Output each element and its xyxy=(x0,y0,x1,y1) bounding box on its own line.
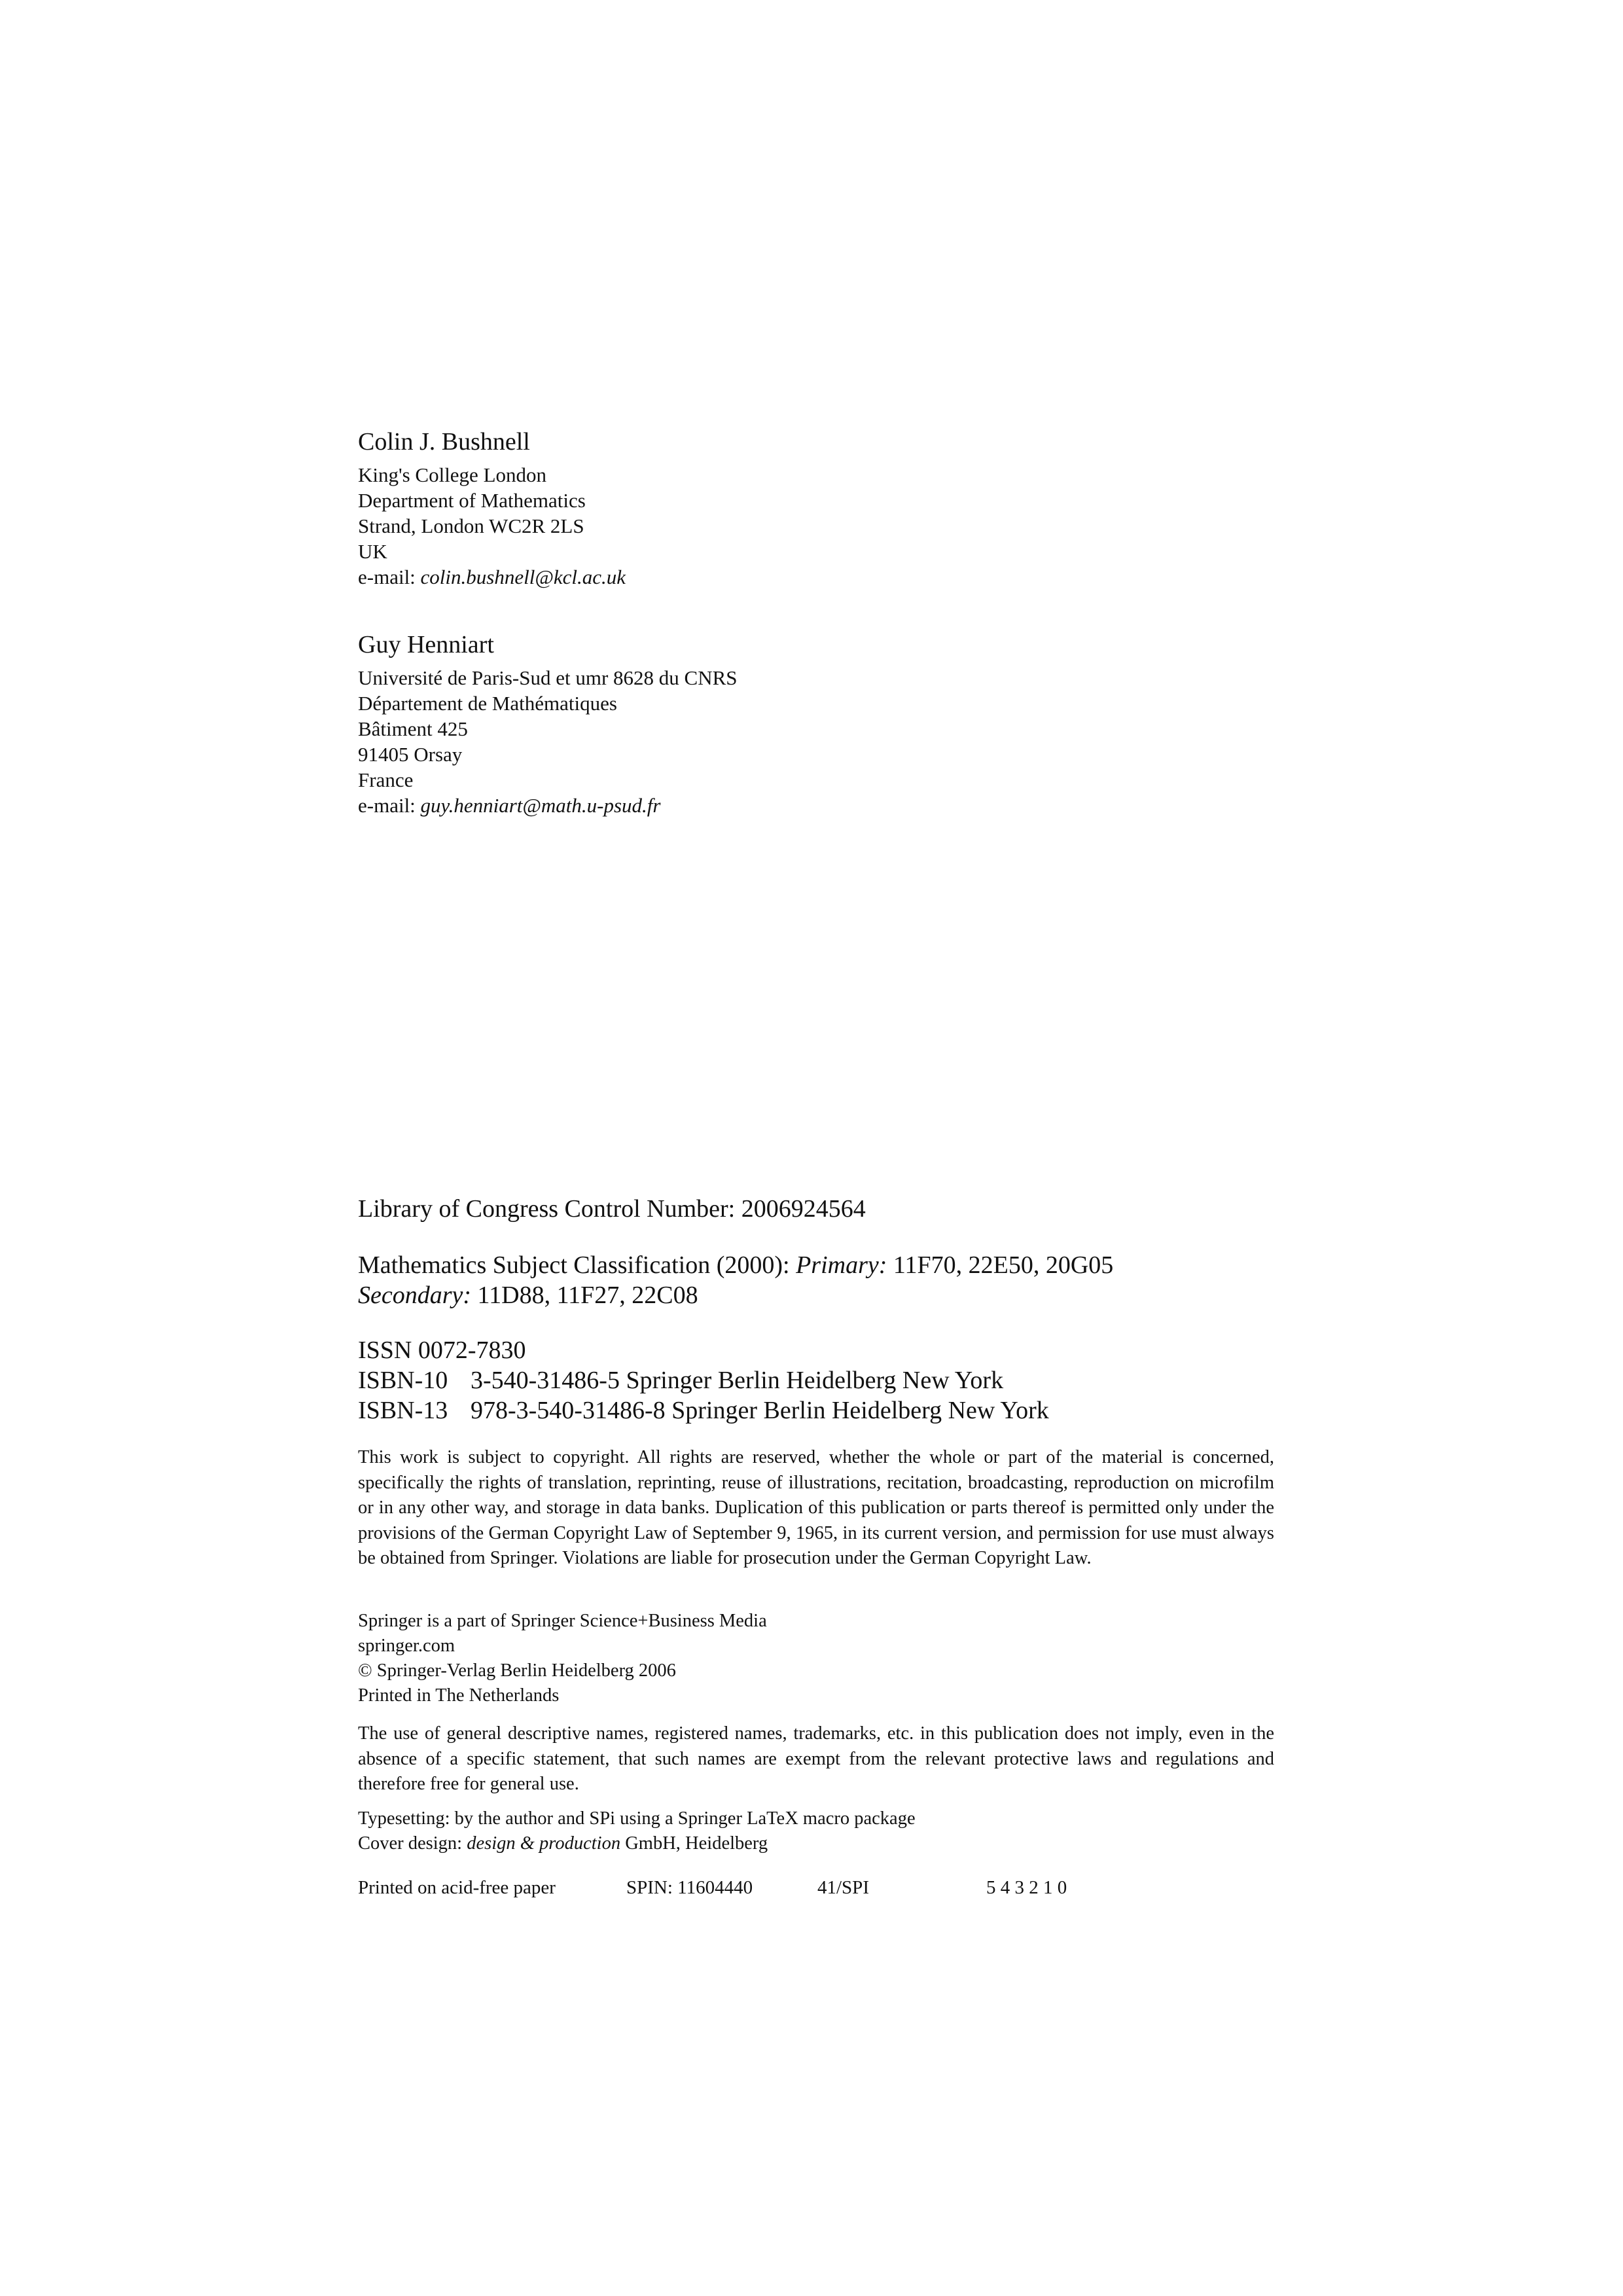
isbn-10-value: 3-540-31486-5 Springer Berlin Heidelberg New York xyxy=(471,1367,1004,1394)
spin-number: SPIN: 11604440 xyxy=(626,1877,753,1898)
author-block-1 xyxy=(358,427,1274,590)
author-address xyxy=(358,665,1274,818)
publisher-website[interactable]: springer.com xyxy=(358,1636,455,1656)
msc-primary-codes: 11F70, 22E50, 20G05 xyxy=(893,1251,1114,1279)
email-line xyxy=(358,564,1274,590)
email-label: e-mail: xyxy=(358,794,416,817)
email-address[interactable]: guy.henniart@math.u-psud.fr xyxy=(420,794,661,817)
issn: ISSN 0072-7830 xyxy=(358,1336,526,1364)
production-credits xyxy=(358,1806,1274,1856)
address-line: 91405 Orsay xyxy=(358,743,463,766)
address-line: UK xyxy=(358,540,387,563)
cover-prefix: Cover design: xyxy=(358,1833,463,1854)
cover-designer: design & production xyxy=(467,1833,621,1854)
typesetting-suffix: macro package xyxy=(802,1808,916,1829)
isbn-10-line xyxy=(358,1365,1274,1395)
isbn-10-label: ISBN-10 xyxy=(358,1367,448,1394)
msc-secondary-line xyxy=(358,1280,1274,1310)
address-line: King's College London xyxy=(358,463,547,486)
cover-suffix: GmbH, Heidelberg xyxy=(625,1833,768,1854)
address-line: Université de Paris-Sud et umr 8628 du CNRS xyxy=(358,666,738,689)
identifiers xyxy=(358,1335,1274,1426)
msc-primary-label: Primary: xyxy=(796,1251,887,1279)
msc-secondary-label: Secondary: xyxy=(358,1282,472,1309)
typesetting-prefix: Typesetting: by the author and SPi using a Springer xyxy=(358,1808,742,1829)
author-block-2 xyxy=(358,630,1274,818)
typesetting-line xyxy=(358,1806,1274,1831)
acid-free-paper: Printed on acid-free paper xyxy=(358,1877,556,1898)
email-label: e-mail: xyxy=(358,565,416,588)
address-line: Strand, London WC2R 2LS xyxy=(358,514,584,537)
msc-lead: Mathematics Subject Classification (2000): xyxy=(358,1251,790,1279)
author-address xyxy=(358,462,1274,590)
author-name: Colin J. Bushnell xyxy=(358,428,530,456)
copyright-notice: This work is subject to copyright. All rights are reserved, whether the whole or part of the material is concerned, specifically the rights of translation, reprinting, reuse of illustrations, recitation, broadcasting, reproduction on microfilm or in any other way, and storage in data banks. Duplication of this publication or parts thereof is permitted only under the provisions of the German Copyright Law of September 9, 1965, in its current version, and permission for use must always be obtained from Springer. Violations are liable for prosecution under the German Copyright Law. xyxy=(358,1447,1274,1568)
email-address[interactable]: colin.bushnell@kcl.ac.uk xyxy=(420,565,626,588)
isbn-13-value: 978-3-540-31486-8 Springer Berlin Heidelberg New York xyxy=(471,1397,1049,1424)
printed-in-line: Printed in The Netherlands xyxy=(358,1685,560,1706)
production-code: 41/SPI xyxy=(817,1877,869,1898)
address-line: France xyxy=(358,768,414,791)
trademark-notice: The use of general descriptive names, registered names, trademarks, etc. in this publication does not imply, even in the absence of a specific statement, that such names are exempt from the relevant protective laws and regulations and therefore free for general use. xyxy=(358,1723,1274,1794)
copyright-line: © Springer-Verlag Berlin Heidelberg 2006 xyxy=(358,1660,676,1681)
address-line: Département de Mathématiques xyxy=(358,692,617,715)
msc-secondary-codes: 11D88, 11F27, 22C08 xyxy=(477,1282,698,1309)
loc-number: Library of Congress Control Number: 2006924564 xyxy=(358,1195,866,1223)
msc-classification xyxy=(358,1250,1274,1310)
publisher-line: Springer is a part of Springer Science+Business Media xyxy=(358,1611,767,1631)
isbn-13-line xyxy=(358,1395,1274,1426)
latex-logo: LaTeX xyxy=(747,1808,798,1829)
email-line xyxy=(358,793,1274,818)
publisher-info xyxy=(358,1609,1274,1708)
printing-sequence: 5 4 3 2 1 0 xyxy=(986,1877,1067,1898)
isbn-13-label: ISBN-13 xyxy=(358,1397,448,1424)
address-line: Bâtiment 425 xyxy=(358,717,468,740)
msc-primary-line xyxy=(358,1250,1274,1280)
author-name: Guy Henniart xyxy=(358,631,494,658)
cover-design-line xyxy=(358,1831,1274,1856)
address-line: Department of Mathematics xyxy=(358,489,586,512)
